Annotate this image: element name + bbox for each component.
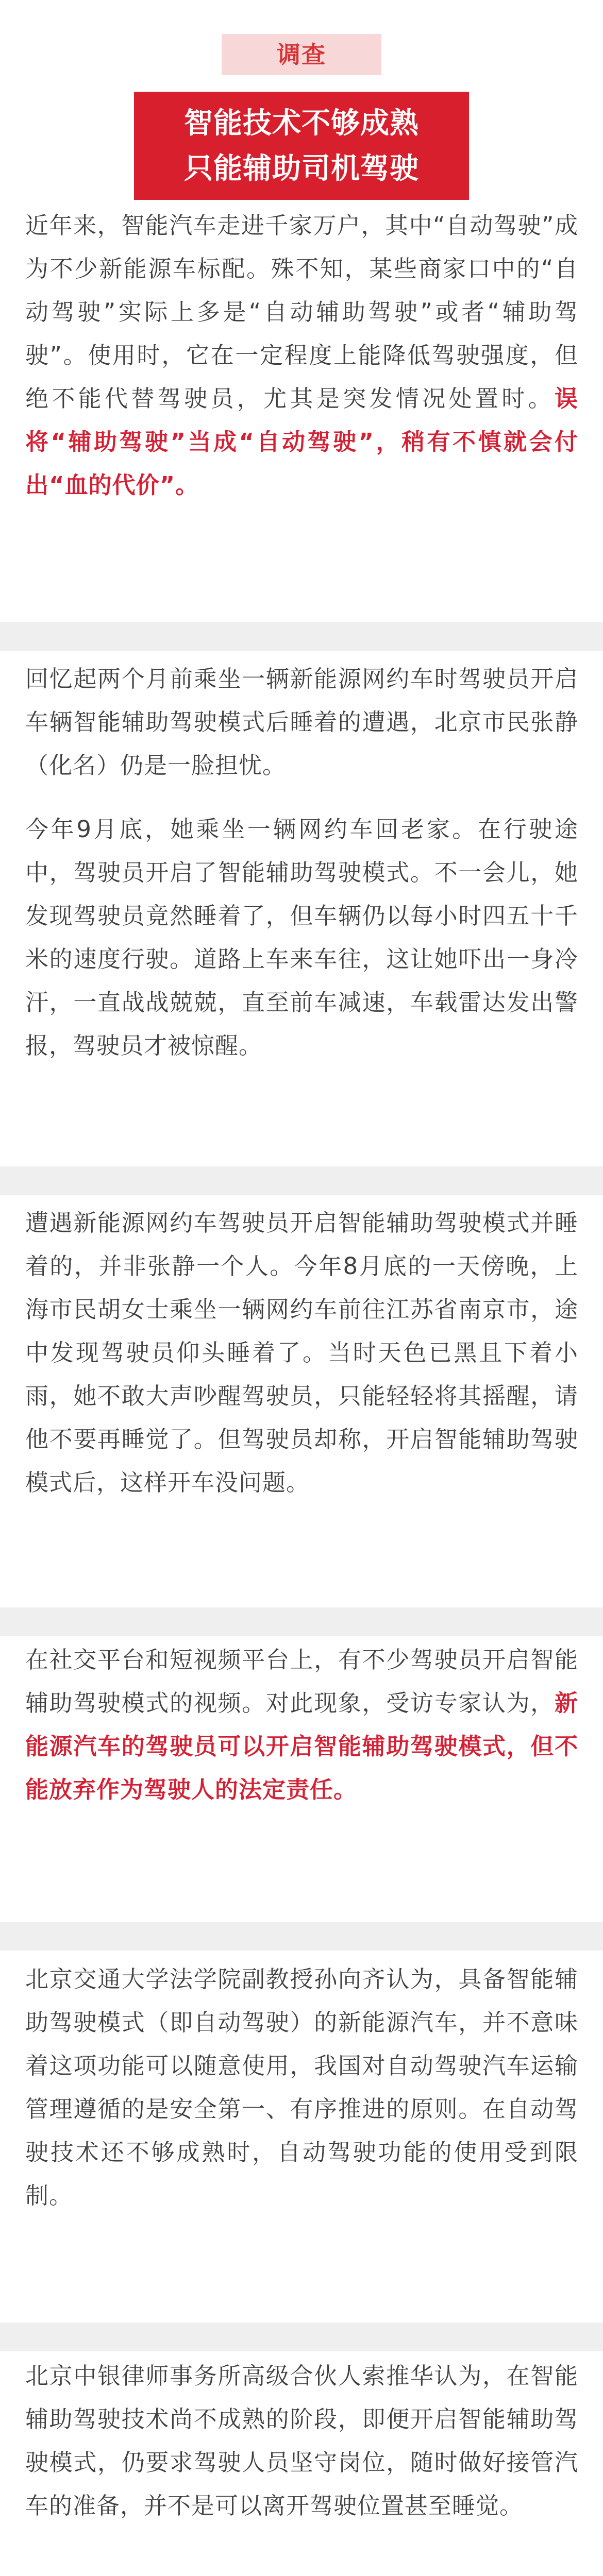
paragraph-5-text: 在社交平台和短视频平台上，有不少驾驶员开启智能辅助驾驶模式的视频。对此现象，受访专家认为， <box>25 1646 578 1717</box>
section-separator <box>0 1166 603 1195</box>
paragraph-7 <box>25 2354 578 2528</box>
section-separator <box>0 2323 603 2351</box>
section-separator <box>0 1607 603 1636</box>
paragraph-1-highlight: 误将“辅助驾驶”当成“自动驾驶”，稍有不慎就会付出“血的代价”。 <box>25 385 578 499</box>
headline-banner-investigation <box>134 92 469 200</box>
section-separator <box>0 622 603 651</box>
section-separator <box>0 1922 603 1951</box>
paragraph-2 <box>25 657 578 787</box>
paragraph-6 <box>25 1958 578 2217</box>
paragraph-7-text: 北京中银律师事务所高级合伙人索推华认为，在智能辅助驾驶技术尚不成熟的阶段，即便开启智能辅助驾驶模式，仍要求驾驶人员坚守岗位，随时做好接管汽车的准备，并不是可以离开驾驶位置甚至睡觉。 <box>25 2362 578 2519</box>
paragraph-4-text: 遭遇新能源网约车驾驶员开启智能辅助驾驶模式并睡着的，并非张静一个人。今年8月底的一天傍晚，上海市民胡女士乘坐一辆网约车前往江苏省南京市，途中发现驾驶员仰头睡着了。当时天色已黑且下着小雨，她不敢大声吵醒驾驶员，只能轻轻将其摇醒，请他不要再睡觉了。但驾驶员却称，开启智能辅助驾驶模式后，这样开车没问题。 <box>25 1209 578 1496</box>
paragraph-4 <box>25 1201 578 1504</box>
headline-line-1: 智能技术不够成熟 <box>184 107 419 140</box>
paragraph-3 <box>25 808 578 1067</box>
section-label-investigation <box>222 34 381 75</box>
paragraph-3-text: 今年9月底，她乘坐一辆网约车回老家。在行驶途中，驾驶员开启了智能辅助驾驶模式。不一会儿，她发现驾驶员竟然睡着了，但车辆仍以每小时四五十千米的速度行驶。道路上车来车往，这让她吓出一身冷汗，一直战战兢兢，直至前车减速，车载雷达发出警报，驾驶员才被惊醒。 <box>25 816 578 1059</box>
paragraph-5 <box>25 1638 578 1811</box>
headline-line-2: 只能辅助司机驾驶 <box>184 152 419 185</box>
paragraph-6-text: 北京交通大学法学院副教授孙向齐认为，具备智能辅助驾驶模式（即自动驾驶）的新能源汽车，并不意味着这项功能可以随意使用，我国对自动驾驶汽车运输管理遵循的是安全第一、有序推进的原则。在自动驾驶技术还不够成熟时，自动驾驶功能的使用受到限制。 <box>25 1965 578 2209</box>
section-label-investigation-text: 调查 <box>277 41 326 69</box>
paragraph-1 <box>25 204 578 507</box>
paragraph-2-text: 回忆起两个月前乘坐一辆新能源网约车时驾驶员开启车辆智能辅助驾驶模式后睡着的遭遇，北京市民张静（化名）仍是一脸担忧。 <box>25 665 578 779</box>
paragraph-5-highlight: 新能源汽车的驾驶员可以开启智能辅助驾驶模式，但不能放弃作为驾驶人的法定责任。 <box>25 1689 578 1803</box>
paragraph-1-text: 近年来，智能汽车走进千家万户，其中“自动驾驶”成为不少新能源车标配。殊不知，某些商家口中的“自动驾驶”实际上多是“自动辅助驾驶”或者“辅助驾驶”。使用时，它在一定程度上能降低驾驶强度，但绝不能代替驾驶员，尤其是突发情况处置时。 <box>25 212 578 412</box>
